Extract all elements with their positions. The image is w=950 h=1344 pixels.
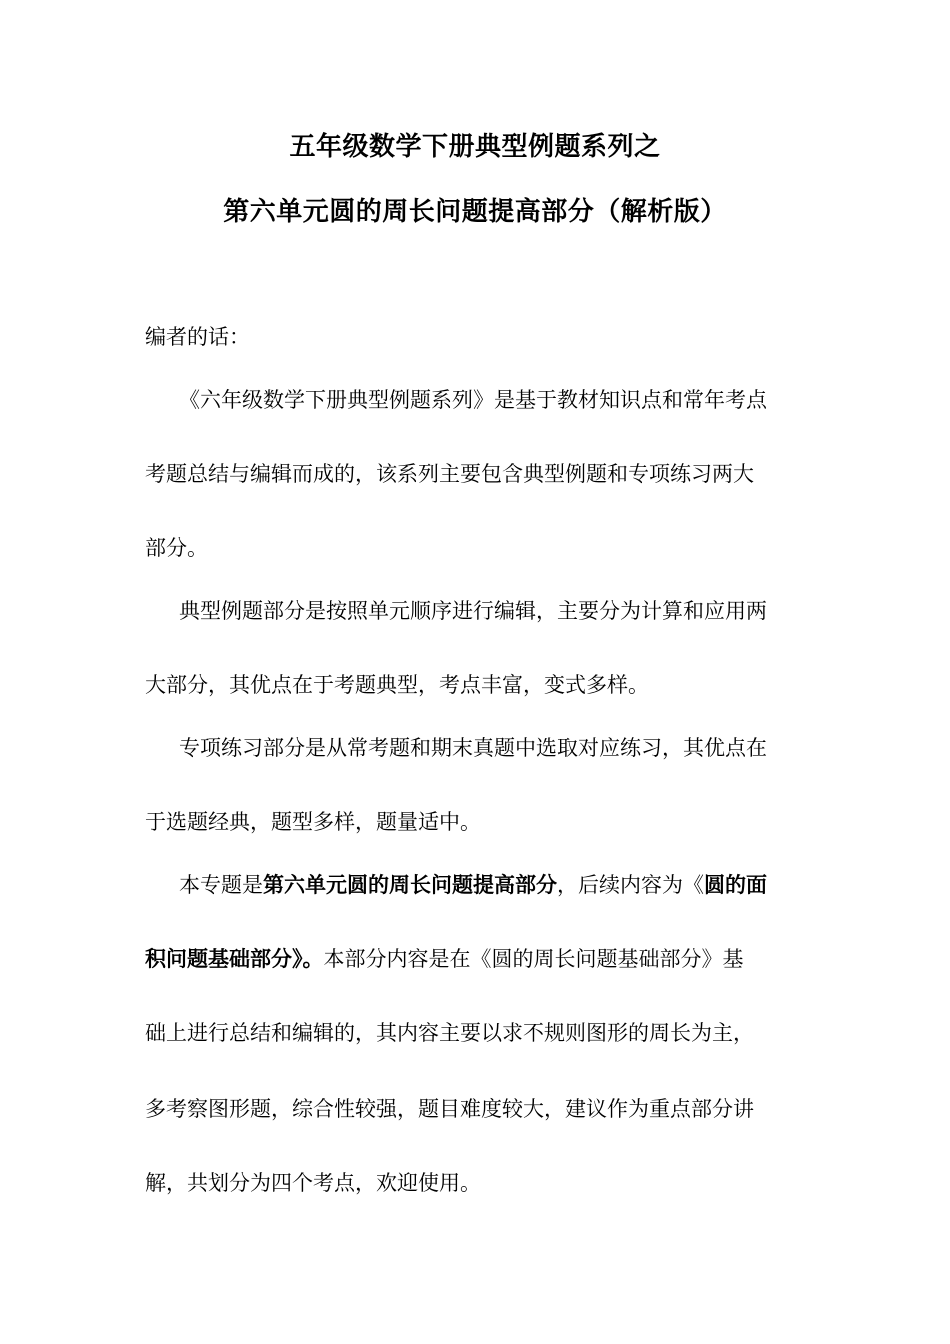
paragraph-2-line-2: 大部分，其优点在于考题典型，考点丰富，变式多样。 — [145, 673, 649, 697]
paragraph-4-line-5: 解，共划分为四个考点，欢迎使用。 — [145, 1171, 481, 1195]
next-topic-bold: 积问题基础部分》。 — [145, 947, 324, 971]
paragraph-4-line-3: 础上进行总结和编辑的，其内容主要以求不规则图形的周长为主， — [145, 1021, 754, 1045]
paragraph-3-line-2: 于选题经典，题型多样，题量适中。 — [145, 810, 481, 834]
paragraph-2-line-1: 典型例题部分是按照单元顺序进行编辑，主要分为计算和应用两 — [179, 599, 767, 623]
paragraph-3-line-1: 专项练习部分是从常考题和期末真题中选取对应练习，其优点在 — [179, 736, 767, 760]
next-topic-bold: 圆的面 — [704, 873, 767, 897]
paragraph-4-text: 本专题是 — [179, 873, 263, 897]
paragraph-1-line-2: 考题总结与编辑而成的，该系列主要包含典型例题和专项练习两大 — [145, 462, 754, 486]
paragraph-4-line-1 — [179, 870, 767, 900]
editor-heading: 编者的话： — [145, 325, 250, 349]
topic-name-bold: 第六单元圆的周长问题提高部分 — [263, 873, 557, 897]
document-title-line-2: 第六单元圆的周长问题提高部分（解析版） — [223, 197, 727, 227]
paragraph-4-line-2 — [145, 944, 744, 974]
paragraph-4-line-4: 多考察图形题，综合性较强，题目难度较大，建议作为重点部分讲 — [145, 1097, 754, 1121]
document-title-line-1: 五年级数学下册典型例题系列之 — [289, 132, 661, 162]
paragraph-1-line-1: 《六年级数学下册典型例题系列》是基于教材知识点和常年考点 — [179, 388, 767, 412]
paragraph-4-text: ，后续内容为《 — [557, 873, 704, 897]
paragraph-1-line-3: 部分。 — [145, 536, 208, 560]
paragraph-4-text: 本部分内容是在《圆的周长问题基础部分》基 — [323, 947, 744, 971]
